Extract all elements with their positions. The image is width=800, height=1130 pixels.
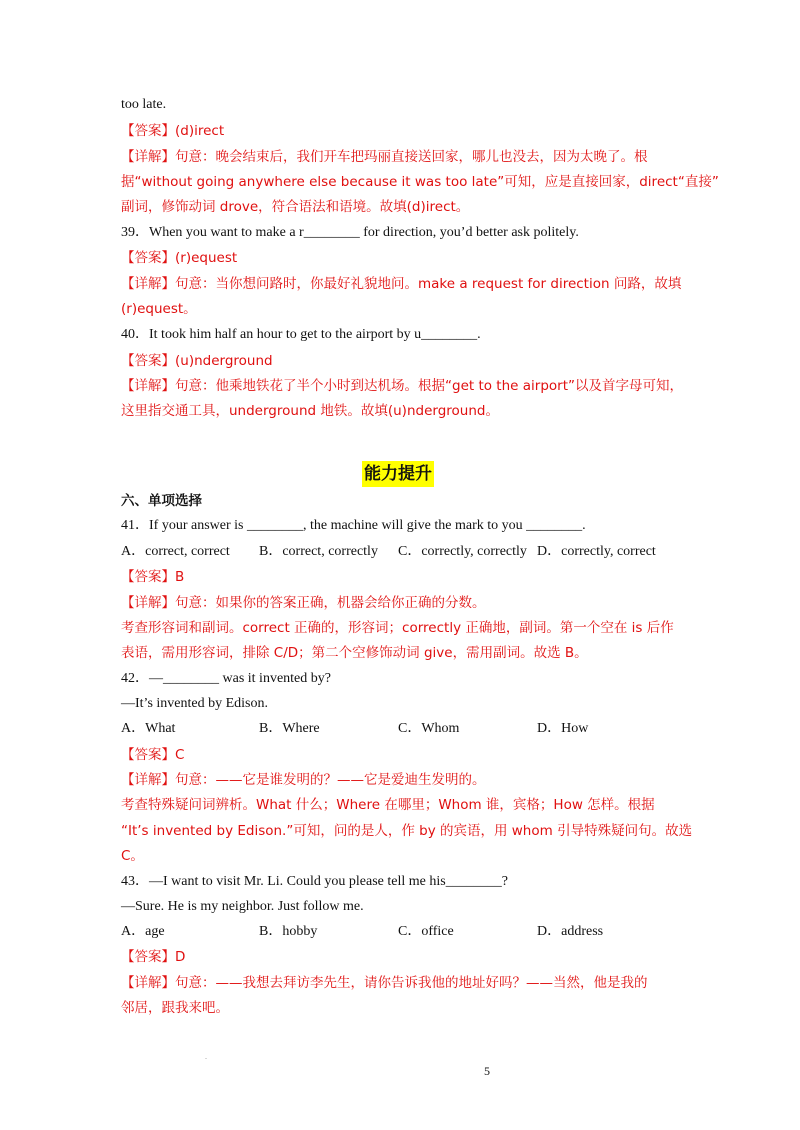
explanation-line: 【详解】句意：他乘地铁花了半个小时到达机场。根据“get to the airport”以及首字母可知， <box>121 378 683 394</box>
question-42-reply: —It’s invented by Edison. <box>121 696 268 711</box>
page-number: 5 <box>484 1064 490 1078</box>
option-b: B．hobby <box>259 924 318 939</box>
option-a: A．What <box>121 721 176 736</box>
question-43: 43．—I want to visit Mr. Li. Could you please tell me his________? <box>121 874 508 889</box>
question-41: 41．If your answer is ________, the machine will give the mark to you ________. <box>121 518 586 533</box>
option-c: C．correctly, correctly <box>398 544 527 559</box>
answer-line: 【答案】D <box>121 949 186 965</box>
question-42: 42．—________ was it invented by? <box>121 671 331 686</box>
answer-line: 【答案】(d)irect <box>121 123 225 139</box>
option-a: A．age <box>121 924 165 939</box>
explanation-line: 【详解】句意：晚会结束后，我们开车把玛丽直接送回家，哪儿也没去，因为太晚了。根 <box>121 149 648 165</box>
explanation-line: 【详解】句意：当你想问路时，你最好礼貌地问。make a request for direction 问路，故填 <box>121 276 682 292</box>
explanation-line: 【详解】句意：——它是谁发明的？——它是爱迪生发明的。 <box>121 772 486 788</box>
explanation-line: 邻居，跟我来吧。 <box>121 1000 229 1016</box>
answer-line: 【答案】(r)equest <box>121 250 238 266</box>
question-39: 39．When you want to make a r________ for direction, you’d better ask politely. <box>121 225 579 240</box>
explanation-line: 据“without going anywhere else because it was too late”可知，应是直接回家，direct“直接” <box>121 174 719 190</box>
explanation-line: 【详解】句意：——我想去拜访李先生，请你告诉我他的地址好吗？——当然，他是我的 <box>121 975 648 991</box>
stray-dot: . <box>205 1052 207 1061</box>
answer-line: 【答案】B <box>121 569 185 585</box>
explanation-line: 表语，需用形容词，排除 C/D；第二个空修饰动词 give，需用副词。故选 B。 <box>121 645 588 661</box>
explanation-line: 考查特殊疑问词辨析。What 什么；Where 在哪里；Whom 谁，宾格；How 怎样。根据 <box>121 797 655 813</box>
option-c: C．Whom <box>398 721 460 736</box>
option-a: A．correct, correct <box>121 544 230 559</box>
option-b: B．Where <box>259 721 320 736</box>
option-d: D．address <box>537 924 604 939</box>
option-d: D．correctly, correct <box>537 544 656 559</box>
option-c: C．office <box>398 924 454 939</box>
answer-line: 【答案】C <box>121 747 185 763</box>
section-title: 六、单项选择 <box>121 493 202 509</box>
explanation-line: 副词，修饰动词 drove，符合语法和语境。故填(d)irect。 <box>121 199 470 215</box>
answer-line: 【答案】(u)nderground <box>121 353 273 369</box>
section-heading: 能力提升 <box>362 461 434 487</box>
text-line: too late. <box>121 97 167 112</box>
option-b: B．correct, correctly <box>259 544 378 559</box>
option-d: D．How <box>537 721 589 736</box>
explanation-line: “It’s invented by Edison.”可知，问的是人，作 by 的宾语，用 whom 引导特殊疑问句。故选 <box>121 823 693 839</box>
explanation-line: 考查形容词和副词。correct 正确的，形容词；correctly 正确地，副词。第一个空在 is 后作 <box>121 620 674 636</box>
explanation-line: C。 <box>121 848 144 864</box>
explanation-line: 这里指交通工具，underground 地铁。故填(u)nderground。 <box>121 403 499 419</box>
question-40: 40．It took him half an hour to get to the airport by u________. <box>121 327 481 342</box>
explanation-line: 【详解】句意：如果你的答案正确，机器会给你正确的分数。 <box>121 595 486 611</box>
question-43-reply: —Sure. He is my neighbor. Just follow me. <box>121 899 364 914</box>
explanation-line: (r)equest。 <box>121 301 197 317</box>
